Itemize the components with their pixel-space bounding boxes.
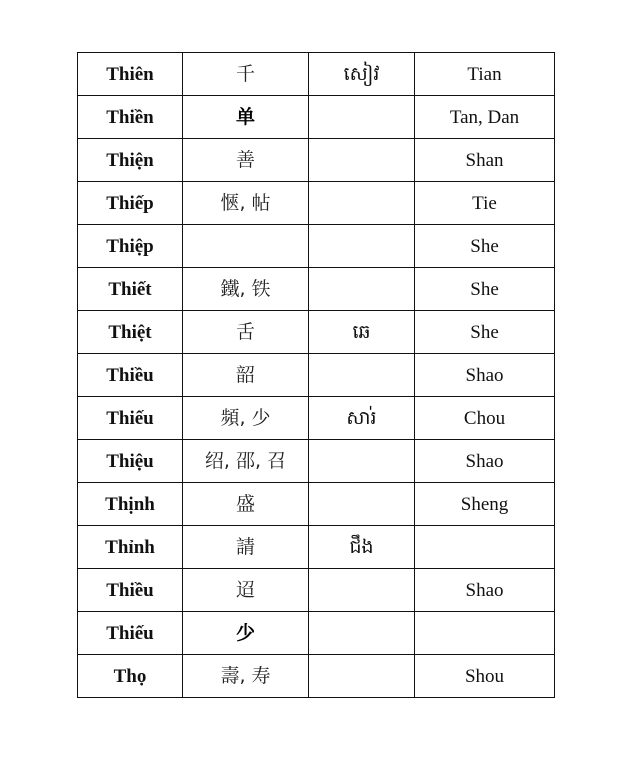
pinyin-cell: Tie	[415, 182, 555, 225]
khmer-cell: សារ់	[309, 397, 415, 440]
vietnamese-cell: Thiều	[78, 354, 183, 397]
khmer-cell	[309, 483, 415, 526]
vietnamese-cell: Thiếp	[78, 182, 183, 225]
table-row	[78, 53, 555, 96]
vietnamese-cell: Thiệt	[78, 311, 183, 354]
pinyin-cell: Shou	[415, 655, 555, 698]
han-character-bold: 单	[235, 105, 255, 128]
pinyin-cell	[415, 526, 555, 569]
table-row	[78, 569, 555, 612]
han-character-cell	[183, 225, 309, 268]
table-row	[78, 268, 555, 311]
table-row	[78, 397, 555, 440]
pinyin-cell: Tan, Dan	[415, 96, 555, 139]
pinyin-cell: Shao	[415, 354, 555, 397]
pinyin-cell: She	[415, 225, 555, 268]
pinyin-cell: Shao	[415, 569, 555, 612]
pinyin-cell: Shao	[415, 440, 555, 483]
vietnamese-cell: Thiếu	[78, 612, 183, 655]
han-character-cell	[183, 96, 309, 139]
khmer-cell: ឆេ	[309, 311, 415, 354]
table-row	[78, 612, 555, 655]
khmer-cell	[309, 440, 415, 483]
khmer-cell	[309, 354, 415, 397]
table-row	[78, 96, 555, 139]
vietnamese-cell: Thiện	[78, 139, 183, 182]
han-character-cell: 愜, 帖	[183, 182, 309, 225]
table-body	[78, 53, 555, 698]
pinyin-cell: Sheng	[415, 483, 555, 526]
table-row	[78, 526, 555, 569]
han-character-cell: 千	[183, 53, 309, 96]
han-character-cell: 壽, 寿	[183, 655, 309, 698]
table-row	[78, 655, 555, 698]
khmer-cell	[309, 612, 415, 655]
vietnamese-cell: Thiền	[78, 96, 183, 139]
han-character-cell: 鐵, 铁	[183, 268, 309, 311]
khmer-cell	[309, 225, 415, 268]
word-correspondence-table	[77, 52, 555, 698]
vietnamese-cell: Thiệp	[78, 225, 183, 268]
table-row	[78, 139, 555, 182]
han-character-bold: 少	[235, 621, 255, 644]
vietnamese-cell: Thiều	[78, 569, 183, 612]
vietnamese-cell: Thiên	[78, 53, 183, 96]
vietnamese-cell: Thỉnh	[78, 526, 183, 569]
han-character-cell: 绍, 邵, 召	[183, 440, 309, 483]
pinyin-cell: Tian	[415, 53, 555, 96]
vietnamese-cell: Thọ	[78, 655, 183, 698]
vietnamese-cell: Thiết	[78, 268, 183, 311]
han-character-cell: 韶	[183, 354, 309, 397]
vietnamese-cell: Thịnh	[78, 483, 183, 526]
han-character-cell: 請	[183, 526, 309, 569]
pinyin-cell: She	[415, 311, 555, 354]
han-character-cell	[183, 612, 309, 655]
vietnamese-cell: Thiệu	[78, 440, 183, 483]
table-row	[78, 182, 555, 225]
khmer-cell	[309, 182, 415, 225]
vietnamese-cell: Thiếu	[78, 397, 183, 440]
table-row	[78, 354, 555, 397]
han-character-cell: 頻, 少	[183, 397, 309, 440]
khmer-cell	[309, 569, 415, 612]
pinyin-cell: Chou	[415, 397, 555, 440]
han-character-cell: 舌	[183, 311, 309, 354]
khmer-cell: ជឹង	[309, 526, 415, 569]
han-character-cell: 迢	[183, 569, 309, 612]
pinyin-cell: Shan	[415, 139, 555, 182]
table-row	[78, 225, 555, 268]
table-row	[78, 311, 555, 354]
khmer-cell: សៀវ	[309, 53, 415, 96]
table-row	[78, 483, 555, 526]
han-character-cell: 善	[183, 139, 309, 182]
pinyin-cell	[415, 612, 555, 655]
table-row	[78, 440, 555, 483]
khmer-cell	[309, 139, 415, 182]
khmer-cell	[309, 655, 415, 698]
pinyin-cell: She	[415, 268, 555, 311]
khmer-cell	[309, 268, 415, 311]
han-character-cell: 盛	[183, 483, 309, 526]
khmer-cell	[309, 96, 415, 139]
